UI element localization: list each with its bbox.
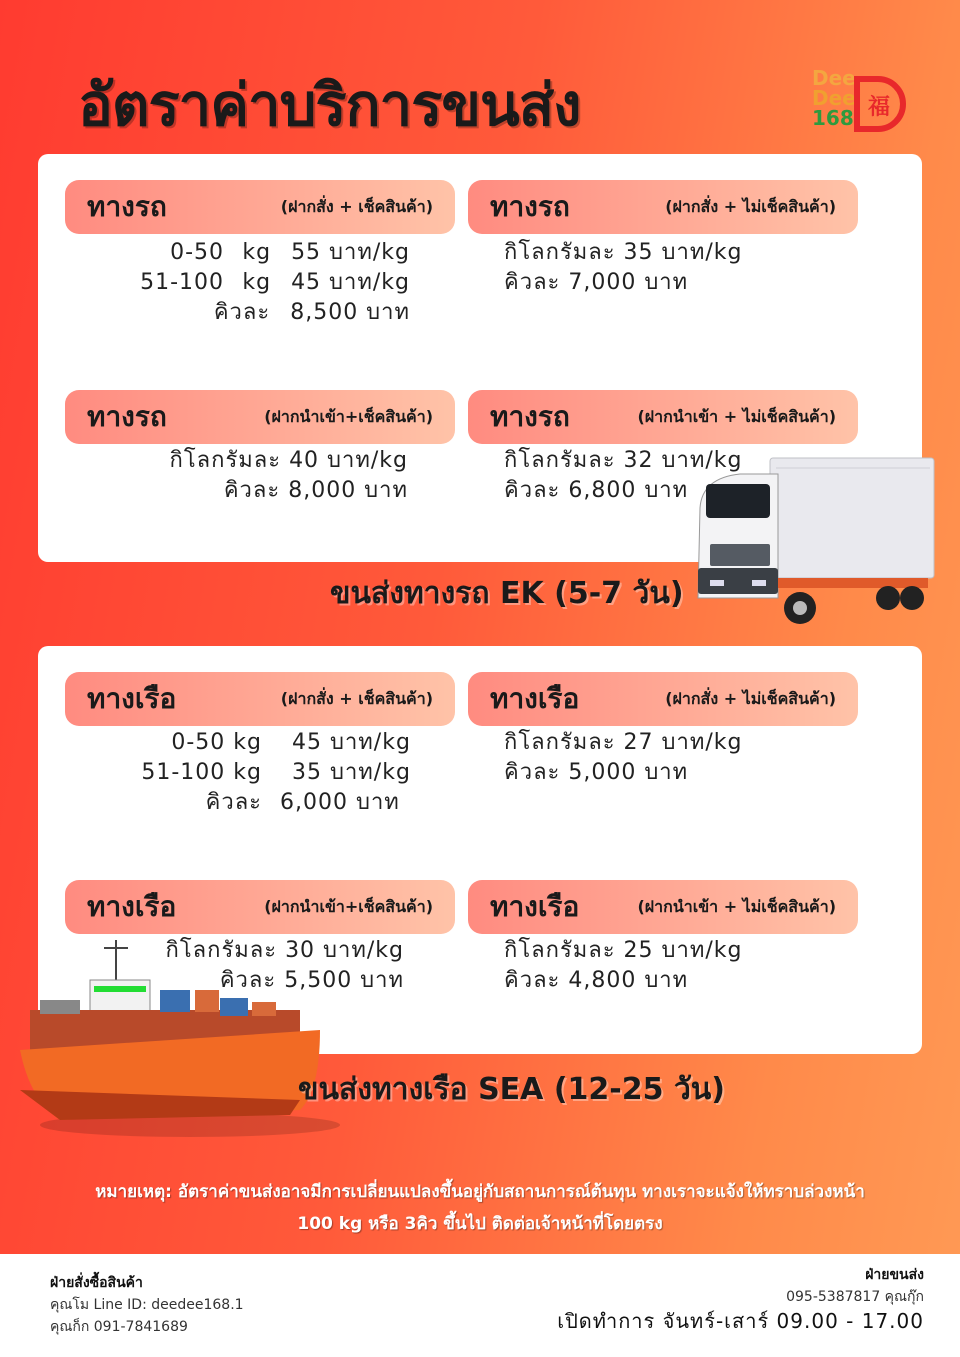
mode-label: ทางเรือ: [87, 890, 177, 923]
card-header: [65, 880, 455, 934]
service-type: (ฝากสั่ง + ไม่เช็คสินค้า): [665, 196, 836, 216]
mode-label: ทางเรือ: [490, 890, 580, 923]
weight-range: 51-100: [140, 270, 225, 295]
shipping-heading: ฝ่ายขนส่ง: [865, 1267, 924, 1283]
unit: kg: [242, 270, 272, 295]
business-hours: เปิดทำการ จันทร์-เสาร์ 09.00 - 17.00: [557, 1309, 924, 1333]
rate-line: คิวละ 5,000 บาท: [504, 760, 689, 785]
mode-label: ทางรถ: [490, 400, 570, 433]
rate-line: กิโลกรัมละ 35 บาท/kg: [504, 240, 743, 265]
purchasing-phone: คุณก็ก 091-7841689: [50, 1319, 188, 1335]
unit: kg: [242, 240, 272, 265]
note-line-1: หมายเหตุ: อัตราค่าขนส่งอาจมีการเปลี่ยนแปลงขึ้นอยู่กับสถานการณ์ต้นทุน ทางเราจะแจ้งให้ทราบล่วงหน้า: [95, 1182, 865, 1202]
rate-block: [504, 728, 742, 788]
mode-label: ทางรถ: [87, 190, 167, 223]
card-header: [65, 180, 455, 234]
footer: [0, 1254, 960, 1357]
card-header: [468, 390, 858, 444]
rate-line: คิวละ 4,800 บาท: [504, 968, 689, 993]
logo-text-2: Dee: [812, 86, 856, 110]
rate-block: [130, 446, 408, 506]
mode-label: ทางเรือ: [490, 682, 580, 715]
rate-line: คิวละ 5,500 บาท: [219, 968, 404, 993]
card-header: [468, 180, 858, 234]
shipping-phone: 095-5387817 คุณกุ๊ก: [786, 1289, 924, 1305]
weight-range: 51-100 kg: [141, 760, 262, 785]
logo-text-3: 168: [812, 106, 854, 130]
rate-line: กิโลกรัมละ 40 บาท/kg: [169, 448, 408, 473]
service-type: (ฝากสั่ง + เช็คสินค้า): [280, 196, 433, 216]
card-header: [65, 390, 455, 444]
logo-glyph: 福: [868, 95, 891, 120]
rate-block: [504, 238, 742, 298]
mode-label: ทางเรือ: [87, 682, 177, 715]
service-type: (ฝากนำเข้า + ไม่เช็คสินค้า): [637, 406, 836, 426]
service-type: (ฝากสั่ง + ไม่เช็คสินค้า): [665, 688, 836, 708]
price: 45 บาท/kg: [291, 270, 410, 295]
mode-label: ทางรถ: [87, 400, 167, 433]
price: 35 บาท/kg: [292, 760, 411, 785]
service-type: (ฝากนำเข้า + ไม่เช็คสินค้า): [637, 896, 836, 916]
shipping-contact: [557, 1264, 924, 1332]
rate-block: [504, 936, 742, 996]
note-line-2: 100 kg หรือ 3คิว ขึ้นไป ติดต่อเจ้าหน้าที่โดยตรง: [297, 1214, 663, 1234]
rate-line: กิโลกรัมละ 32 บาท/kg: [504, 448, 743, 473]
weight-range: 0-50: [170, 240, 225, 265]
ship-image: [20, 940, 340, 1140]
price: 45 บาท/kg: [292, 730, 411, 755]
note: [40, 1176, 920, 1240]
page-title: อัตราค่าบริการขนส่ง: [78, 71, 581, 139]
rate-line: คิวละ 8,000 บาท: [223, 478, 408, 503]
rate-line: คิวละ 7,000 บาท: [504, 270, 689, 295]
service-type: (ฝากนำเข้า+เช็คสินค้า): [264, 406, 433, 426]
purchasing-contact: [50, 1272, 244, 1338]
service-type: (ฝากนำเข้า+เช็คสินค้า): [264, 896, 433, 916]
rate-block: [130, 238, 410, 328]
purchasing-heading: ฝ่ายสั่งซื้อสินค้า: [50, 1275, 143, 1291]
mode-label: ทางรถ: [490, 190, 570, 223]
price: 6,000 บาท: [280, 790, 400, 815]
truck-banner: ขนส่งทางรถ EK (5-7 วัน): [330, 576, 684, 611]
rate-line: กิโลกรัมละ 25 บาท/kg: [504, 938, 743, 963]
card-header: [65, 672, 455, 726]
rate-line: คิวละ 6,800 บาท: [504, 478, 689, 503]
purchasing-line: คุณโม Line ID: deedee168.1: [50, 1297, 244, 1313]
card-header: [468, 880, 858, 934]
brand-logo: [812, 68, 908, 136]
rate-block: [130, 728, 420, 818]
rate-line: กิโลกรัมละ 30 บาท/kg: [165, 938, 404, 963]
weight-range: 0-50 kg: [171, 730, 262, 755]
unit: คิวละ: [213, 300, 271, 325]
price: 8,500 บาท: [290, 300, 410, 325]
sea-banner: ขนส่งทางเรือ SEA (12-25 วัน): [298, 1072, 726, 1107]
card-header: [468, 672, 858, 726]
price: 55 บาท/kg: [291, 240, 410, 265]
weight-range: คิวละ: [205, 790, 262, 815]
service-type: (ฝากสั่ง + เช็คสินค้า): [280, 688, 433, 708]
rate-line: กิโลกรัมละ 27 บาท/kg: [504, 730, 743, 755]
logo-text-1: Dee: [812, 66, 856, 90]
truck-image: [680, 448, 936, 640]
